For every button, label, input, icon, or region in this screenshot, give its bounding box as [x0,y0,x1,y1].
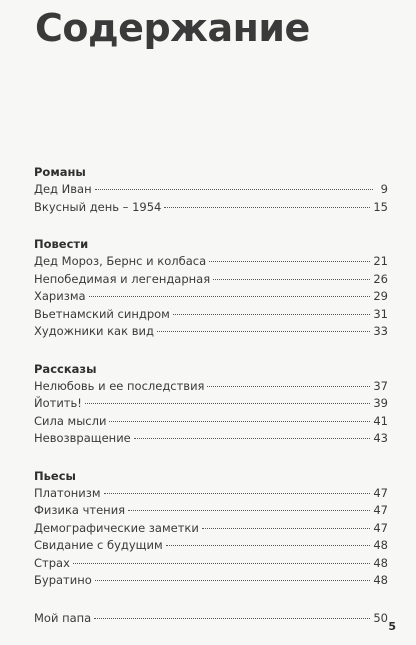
toc-entry-label: Буратино [34,573,92,587]
toc-entry[interactable] [34,288,388,306]
toc-entry[interactable] [34,430,388,448]
toc-sections [34,164,388,590]
toc-entry-page: 39 [373,396,388,410]
section-heading: Романы [34,165,86,179]
toc-entry[interactable] [34,271,388,289]
section-heading: Пьесы [34,468,76,483]
toc-entry-final[interactable] [34,610,388,628]
dot-leader [109,421,370,422]
page-title: Содержание [35,6,310,50]
dot-leader [202,528,371,529]
toc-entry-page: 47 [373,485,388,500]
dot-leader [173,314,371,315]
toc-entry-label: Платонизм [34,485,101,500]
toc-entry-page: 21 [373,254,388,268]
dot-leader [209,261,370,262]
toc-entry-label: Демографические заметки [34,520,199,535]
toc-entry[interactable] [34,306,388,324]
toc-entry-label: Невозвращение [34,431,131,445]
dot-leader [95,580,371,581]
toc-entry-page: 26 [373,271,388,286]
toc-entry-page: 31 [373,306,388,321]
toc-entry-page: 9 [380,182,388,196]
toc-entry-label: Художники как вид [34,324,154,338]
toc-entry-page: 41 [373,413,388,428]
dot-leader [89,296,371,297]
toc-entry-label: Дед Мороз, Бернс и колбаса [34,254,207,268]
toc-entry-label: Вьетнамский синдром [34,306,170,321]
toc-entry-page: 43 [373,431,388,445]
toc-entry-label: Страх [34,555,70,570]
section-heading: Повести [34,237,89,251]
dot-leader [134,438,371,439]
toc-entry[interactable] [34,253,388,271]
toc-entry-page: 47 [373,520,388,535]
toc-entry-label: Мой папа [34,610,92,625]
toc-entry-page: 29 [373,289,388,303]
toc-entry-label: Физика чтения [34,503,126,517]
toc-entry-label: Вкусный день – 1954 [34,199,162,214]
toc-section [34,236,388,341]
toc-entry-page: 48 [373,573,388,587]
toc-entry[interactable] [34,485,388,503]
toc-entry[interactable] [34,323,388,341]
toc-entry-page: 48 [373,555,388,570]
dot-leader [85,403,370,404]
dot-leader [104,493,371,494]
toc-section [34,468,388,590]
toc-entry[interactable] [34,181,388,199]
dot-leader [95,189,373,190]
toc-entry-label: Непобедимая и легендарная [34,271,211,286]
page-number: 5 [388,620,396,633]
toc-entry[interactable] [34,520,388,538]
toc-entry-label: Нелюбовь и ее последствия [34,378,205,393]
toc-entry-page: 37 [373,378,388,393]
dot-leader [157,331,370,332]
dot-leader [164,207,370,208]
dot-leader [128,510,370,511]
toc-entry-page: 50 [373,610,388,625]
toc-entry-label: Сила мысли [34,413,107,428]
dot-leader [94,618,370,619]
toc-entry[interactable] [34,572,388,590]
toc-entry-page: 47 [373,503,388,517]
dot-leader [73,563,370,564]
toc-entry[interactable] [34,502,388,520]
dot-leader [213,279,370,280]
toc-entry-label: Йотить! [34,396,82,410]
dot-leader [166,545,371,546]
toc-section [34,361,388,448]
toc-entry-label: Дед Иван [34,182,92,196]
toc-entry-page: 15 [373,199,388,214]
toc-section [34,164,388,216]
toc-entry[interactable] [34,413,388,431]
toc-entry-label: Харизма [34,289,86,303]
toc-entry[interactable] [34,378,388,396]
table-of-contents [34,164,388,627]
dot-leader [207,386,370,387]
toc-entry-page: 48 [373,538,388,552]
toc-entry-page: 33 [373,324,388,338]
toc-entry-label: Свидание с будущим [34,538,163,552]
toc-entry[interactable] [34,395,388,413]
section-heading: Рассказы [34,361,97,376]
toc-entry[interactable] [34,537,388,555]
toc-entry[interactable] [34,199,388,217]
toc-entry[interactable] [34,555,388,573]
